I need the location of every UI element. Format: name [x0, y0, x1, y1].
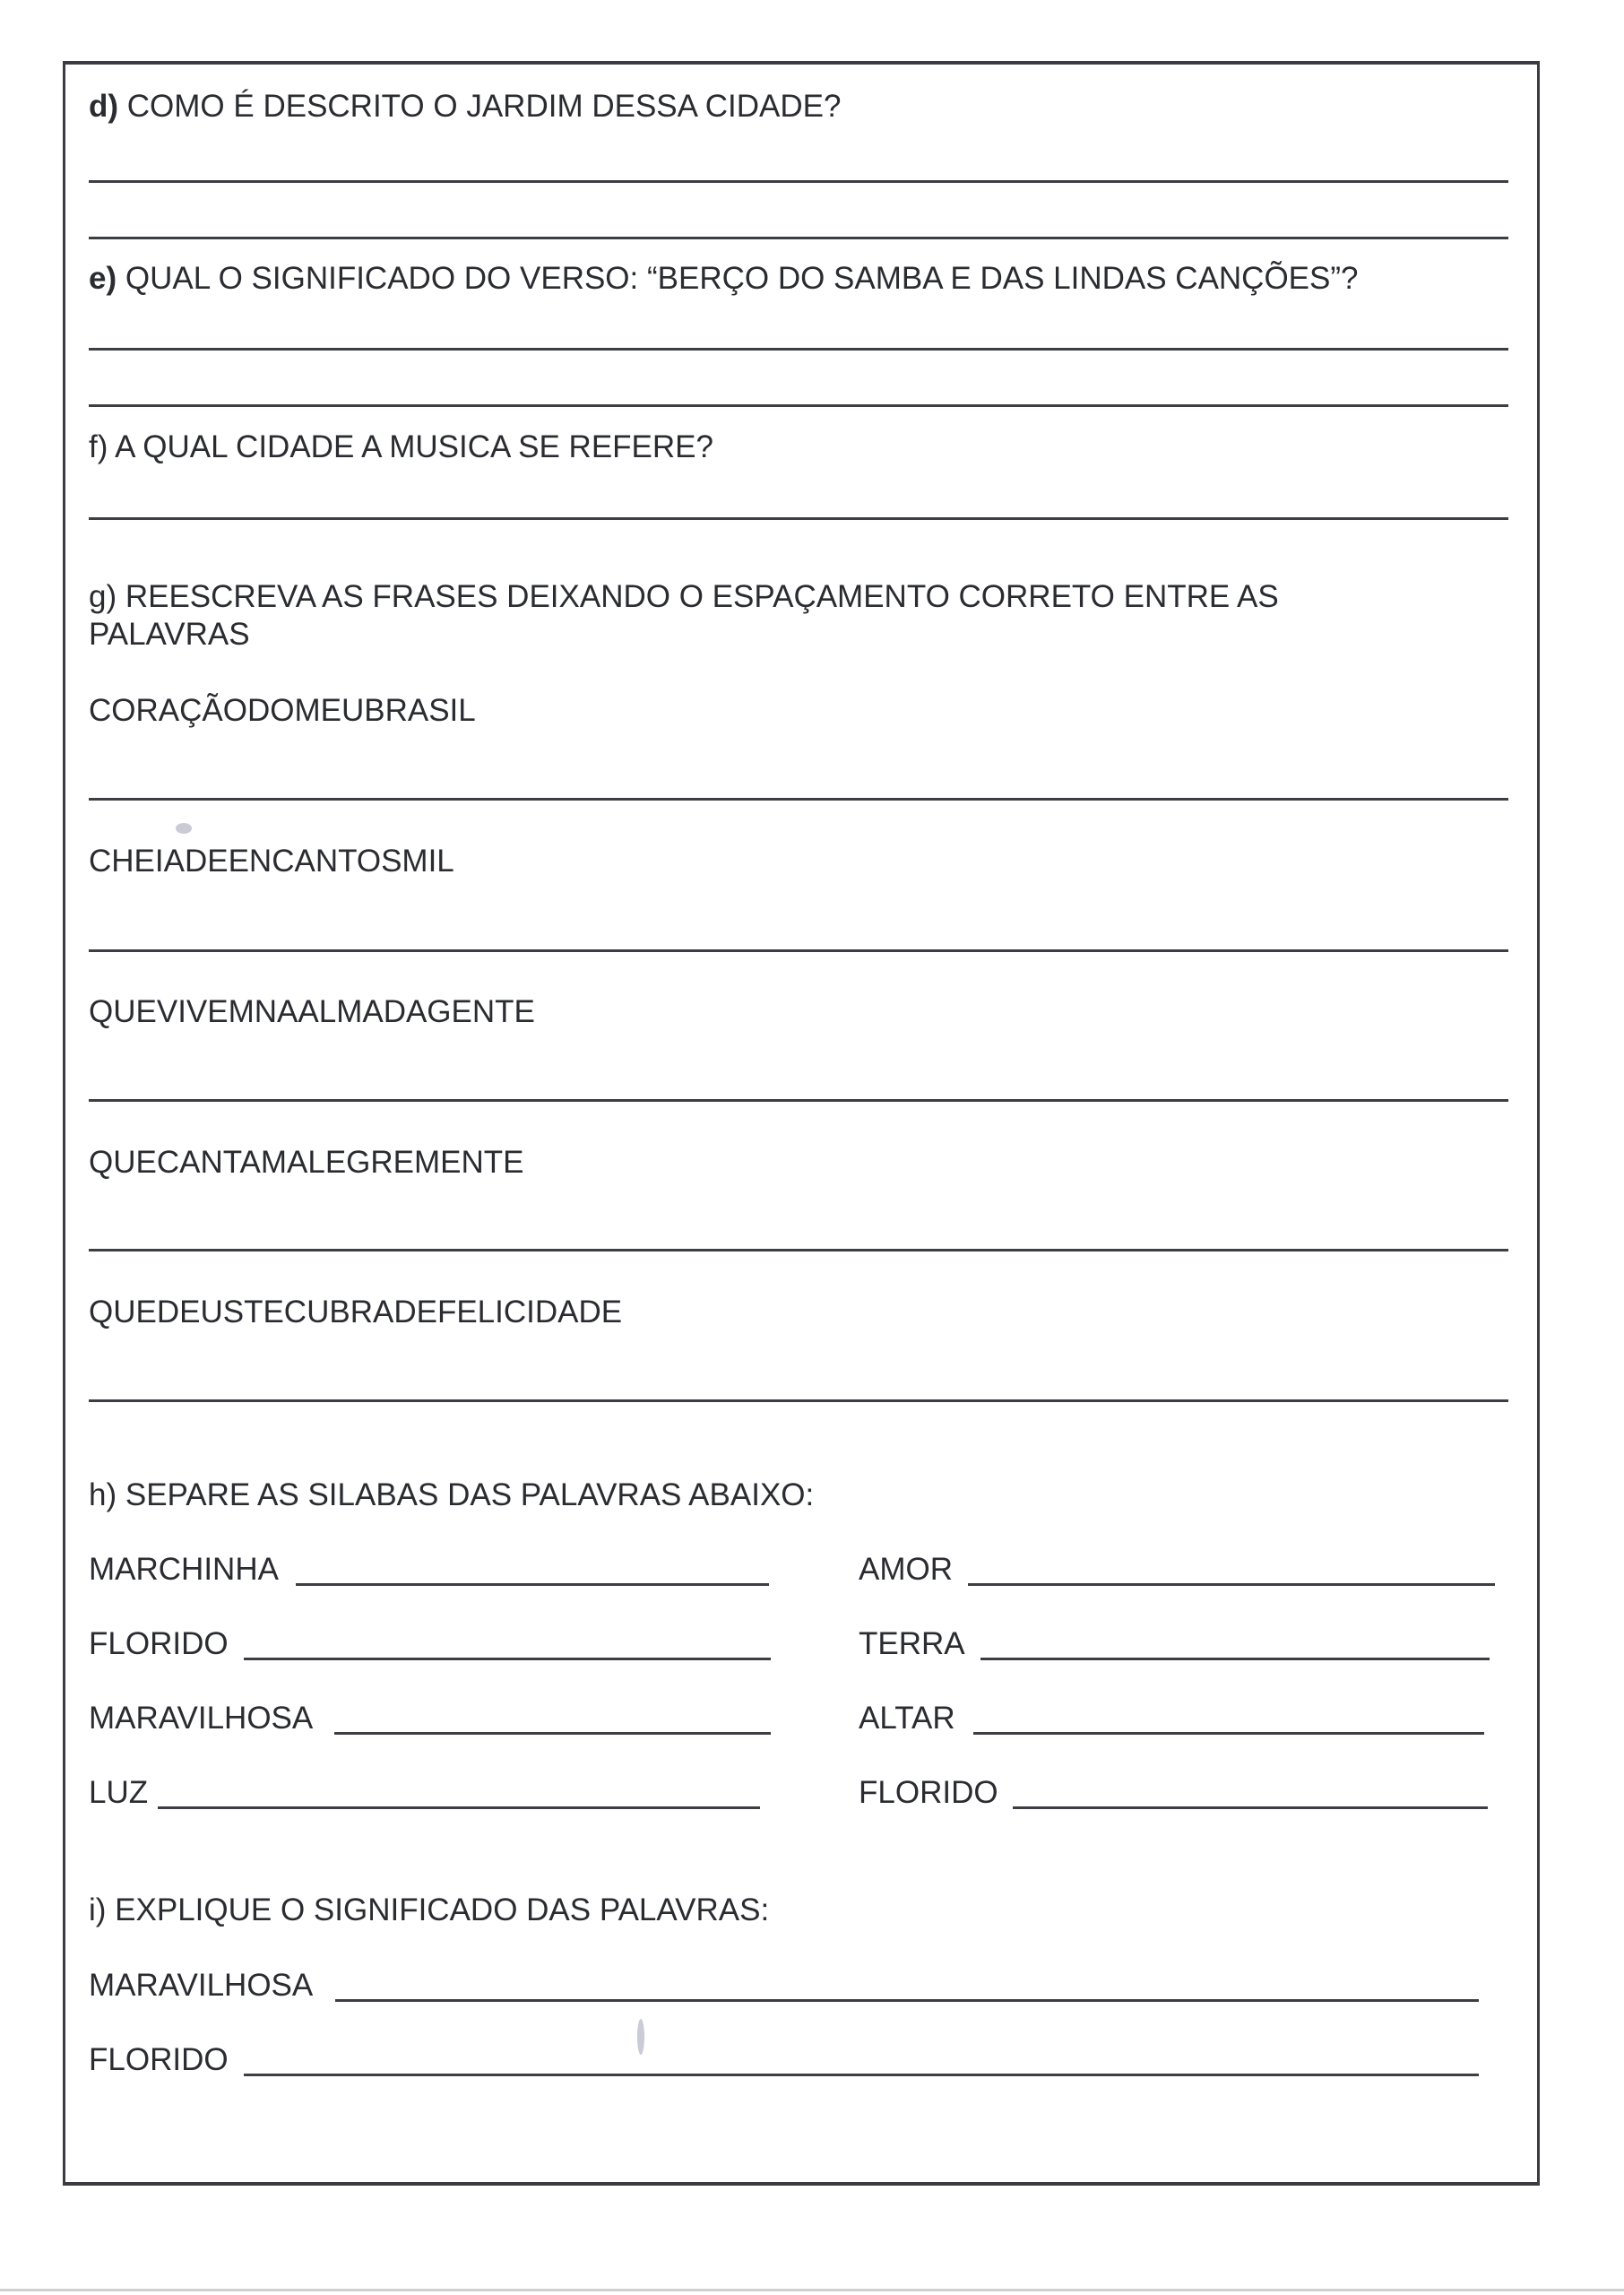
syllable-line-left-1[interactable] [296, 1583, 769, 1586]
syllable-line-left-4[interactable] [158, 1806, 760, 1809]
answer-line-phrase-3[interactable] [89, 1099, 1508, 1102]
answer-line-phrase-2[interactable] [89, 949, 1508, 952]
page-edge [0, 2289, 1624, 2291]
scan-smudge [637, 2019, 644, 2055]
question-g-line1: g) REESCREVA AS FRASES DEIXANDO O ESPAÇAMENTO CORRETO ENTRE AS [89, 579, 1279, 614]
syllable-word-left-4: LUZ [89, 1775, 149, 1810]
answer-line-e-2[interactable] [89, 404, 1508, 407]
worksheet-border [63, 61, 1540, 2186]
syllable-line-right-4[interactable] [1013, 1806, 1488, 1809]
syllable-word-left-3: MARAVILHOSA [89, 1701, 314, 1736]
question-d-text: COMO É DESCRITO O JARDIM DESSA CIDADE? [118, 89, 842, 124]
question-f: f) A QUAL CIDADE A MUSICA SE REFERE? [89, 429, 713, 464]
scan-smudge [176, 823, 192, 834]
answer-line-phrase-1[interactable] [89, 798, 1508, 801]
question-d-label: d) [89, 89, 119, 124]
answer-line-phrase-4[interactable] [89, 1249, 1508, 1251]
question-h: h) SEPARE AS SILABAS DAS PALAVRAS ABAIXO: [89, 1477, 815, 1512]
answer-line-f[interactable] [89, 517, 1508, 520]
syllable-word-left-1: MARCHINHA [89, 1552, 279, 1587]
syllable-word-left-2: FLORIDO [89, 1626, 229, 1661]
meaning-line-2[interactable] [244, 2074, 1479, 2076]
syllable-word-right-2: TERRA [859, 1626, 965, 1661]
answer-line-phrase-5[interactable] [89, 1399, 1508, 1402]
syllable-line-left-2[interactable] [244, 1658, 771, 1660]
meaning-word-2: FLORIDO [89, 2042, 229, 2077]
question-d [89, 89, 841, 125]
syllable-line-right-2[interactable] [980, 1658, 1490, 1660]
phrase-3: QUEVIVEMNAALMADAGENTE [89, 994, 535, 1029]
syllable-word-right-3: ALTAR [859, 1701, 955, 1736]
meaning-word-1: MARAVILHOSA [89, 1968, 314, 2003]
question-e [89, 261, 1359, 297]
phrase-2: CHEIADEENCANTOSMIL [89, 844, 454, 879]
syllable-line-right-3[interactable] [973, 1732, 1484, 1735]
question-e-label: e) [89, 261, 117, 296]
answer-line-d-2[interactable] [89, 237, 1508, 239]
question-g-line2: PALAVRAS [89, 617, 250, 652]
phrase-1: CORAÇÃODOMEUBRASIL [89, 693, 476, 728]
question-i: i) EXPLIQUE O SIGNIFICADO DAS PALAVRAS: [89, 1892, 770, 1927]
syllable-line-right-1[interactable] [968, 1583, 1495, 1586]
meaning-line-1[interactable] [335, 1999, 1479, 2002]
answer-line-e-1[interactable] [89, 348, 1508, 351]
phrase-5: QUEDEUSTECUBRADEFELICIDADE [89, 1295, 623, 1329]
syllable-line-left-3[interactable] [334, 1732, 771, 1735]
syllable-word-right-4: FLORIDO [859, 1775, 998, 1810]
phrase-4: QUECANTAMALEGREMENTE [89, 1145, 524, 1180]
answer-line-d-1[interactable] [89, 180, 1508, 183]
question-e-text: QUAL O SIGNIFICADO DO VERSO: “BERÇO DO SAMBA E DAS LINDAS CANÇÕES”? [117, 261, 1359, 296]
syllable-word-right-1: AMOR [859, 1552, 953, 1587]
